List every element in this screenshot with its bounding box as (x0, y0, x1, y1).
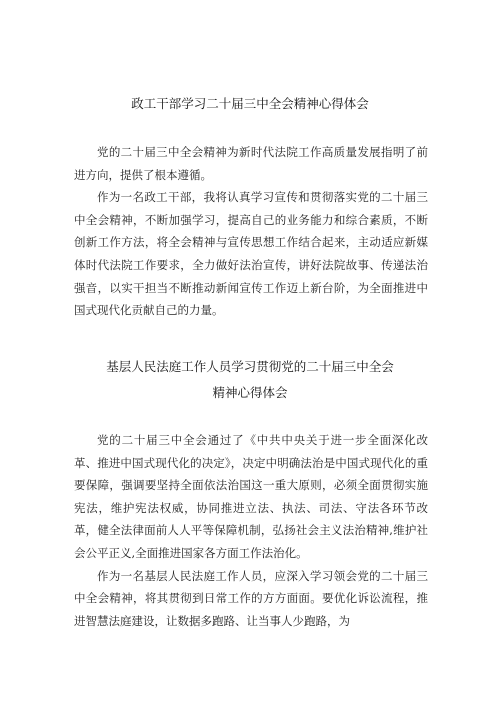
article-2-title-line-1: 基层人民法庭工作人员学习贯彻党的二十届三中全会 (106, 359, 394, 374)
article-2-title-line-2: 精神心得体会 (212, 385, 288, 400)
article-2-title (60, 354, 440, 406)
article-2-paragraph-2: 作为一名基层人民法庭工作人员，应深入学习领会党的二十届三中全会精神，将其贯彻到日常工作的方方面面。要优化诉讼流程，推进智慧法庭建设，让数据多跑路、让当事人少跑路，为 (74, 568, 428, 628)
article-2-paragraph-1: 党的二十届三中全会通过了《中共中央关于进一步全面深化改革、推进中国式现代化的决定》，决定中明确法治是中国式现代化的重要保障，强调要坚持全面依法治国这一重大原则，必须全面贯彻实施宪法，维护宪法权威，协同推进立法、执法、司法、守法各环节改革，健全法律面前人人平等保障机制，弘扬社会主义法治精神,维护社会公平正义,全面推进国家各方面工作法治化。 (74, 433, 428, 560)
article-1-paragraph-2: 作为一名政工干部，我将认真学习宣传和贯彻落实党的二十届三中全会精神，不断加强学习，提高自己的业务能力和综合素质，不断创新工作方法，将全会精神与宣传思想工作结合起来，主动适应新媒体时代法院工作要求，全力做好法治宣传，讲好法院故事、传递法治强音，以实干担当不断推动新闻宣传工作迈上新台阶，为全面推进中国式现代化贡献自己的力量。 (74, 190, 428, 318)
article-1-title-line-1: 政工干部学习二十届三中全会精神心得体会 (131, 96, 369, 111)
article-1-title (60, 91, 440, 117)
article-2-body (74, 429, 428, 632)
article-1-paragraph-1: 党的二十届三中全会精神为新时代法院工作高质量发展指明了前进方向，提供了根本遵循。 (74, 145, 428, 182)
article-1-body (74, 141, 428, 322)
